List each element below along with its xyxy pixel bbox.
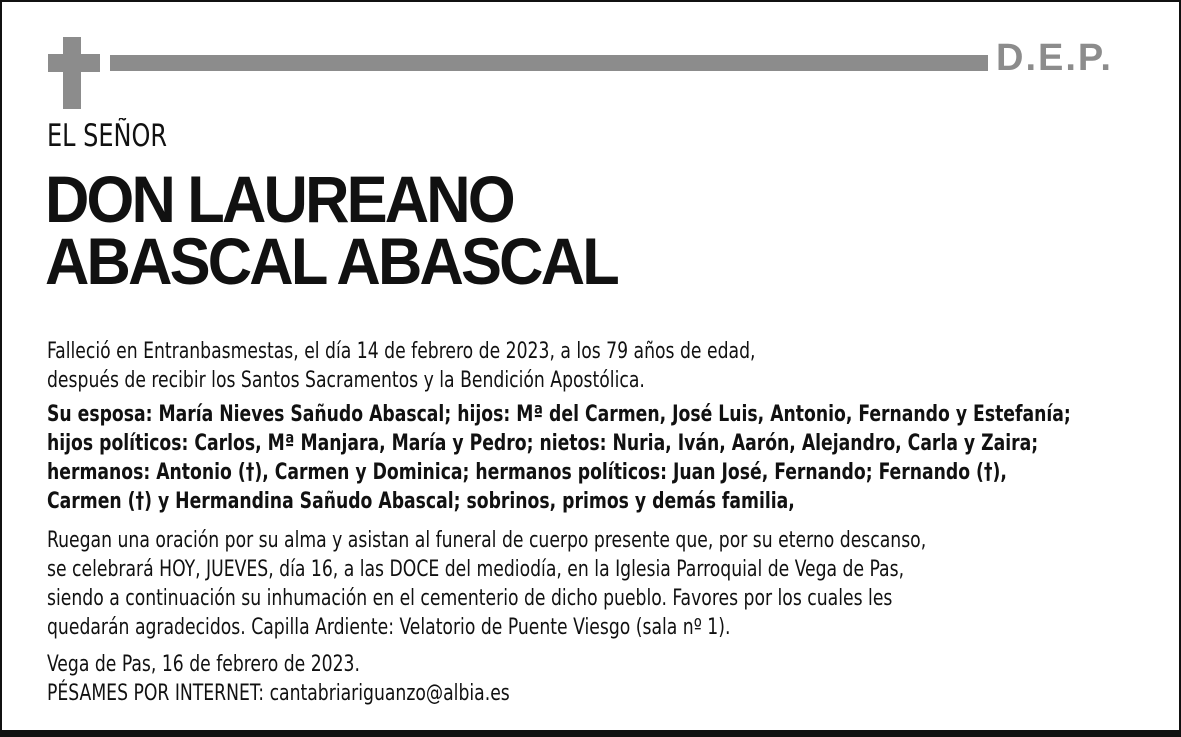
family-paragraph (47, 400, 1071, 516)
footer-paragraph (47, 650, 510, 708)
cross-icon (48, 37, 100, 109)
text-line: siendo a continuación su inhumación en el cementerio de dicho pueblo. Favores por los cuales les (47, 586, 893, 611)
death-paragraph (47, 337, 755, 395)
place-date-line: Vega de Pas, 16 de febrero de 2023. (47, 652, 360, 677)
dep-label: D.E.P. (996, 37, 1113, 79)
text-line: después de recibir los Santos Sacramentos y la Bendición Apostólica. (47, 368, 645, 393)
text-line: hijos políticos: Carlos, Mª Manjara, María y Pedro; nietos: Nuria, Iván, Aarón, Alejandro, Carla y Zaira; (47, 431, 1039, 456)
text-line: Su esposa: María Nieves Sañudo Abascal; hijos: Mª del Carmen, José Luis, Antonio, Fernando y Estefanía; (47, 402, 1071, 427)
honorific: EL SEÑOR (47, 118, 167, 154)
funeral-paragraph (47, 526, 926, 642)
text-line: quedarán agradecidos. Capilla Ardiente: Velatorio de Puente Viesgo (sala nº 1). (47, 615, 731, 640)
deceased-name (45, 162, 617, 298)
name-line: DON LAUREANO (45, 162, 513, 236)
text-line: Ruegan una oración por su alma y asistan al funeral de cuerpo presente que, por su eterno descanso, (47, 528, 927, 553)
text-line: se celebrará HOY, JUEVES, día 16, a las DOCE del mediodía, en la Iglesia Parroquial de Vega de Pas, (47, 557, 905, 582)
text-line: hermanos: Antonio (†), Carmen y Dominica; hermanos políticos: Juan José, Fernando; Fernando (†), (47, 460, 1007, 485)
header-rule (110, 55, 988, 71)
text-line: Falleció en Entranbasmestas, el día 14 de febrero de 2023, a los 79 años de edad, (47, 339, 756, 364)
text-line: Carmen (†) y Hermandina Sañudo Abascal; sobrinos, primos y demás familia, (47, 489, 795, 514)
condolences-line: PÉSAMES POR INTERNET: cantabriariguanzo@albia.es (47, 681, 510, 706)
name-line: ABASCAL ABASCAL (45, 224, 617, 298)
